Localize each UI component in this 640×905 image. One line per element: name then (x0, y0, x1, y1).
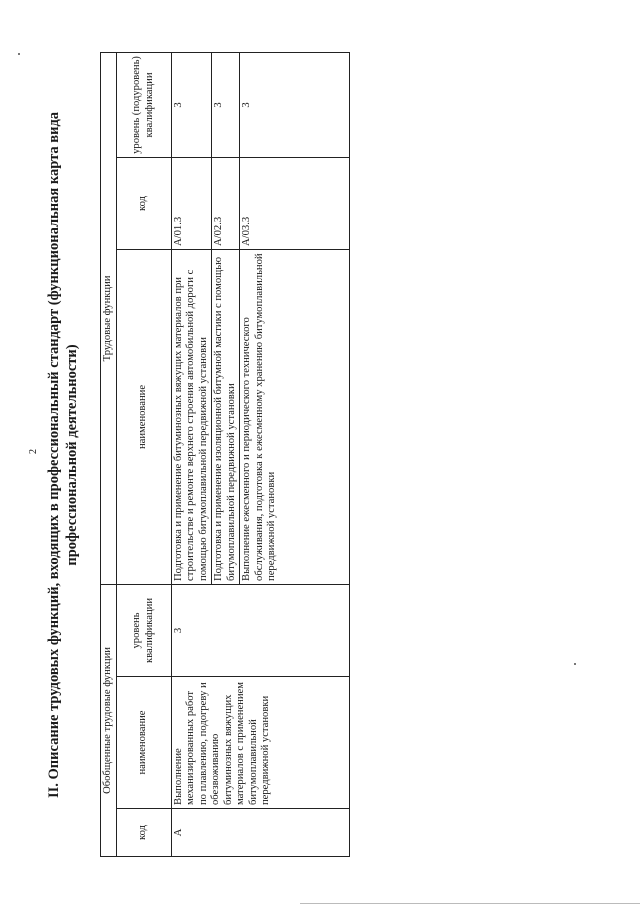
function-code: А/03.3 (240, 157, 350, 249)
function-code: А/01.3 (171, 157, 212, 249)
generalized-level: 3 (171, 584, 350, 676)
scan-speck (574, 663, 576, 665)
header-row-sub (116, 52, 171, 856)
generalized-code: А (171, 809, 350, 857)
header-row-top (101, 52, 117, 856)
function-level: 3 (212, 52, 240, 157)
section-heading (45, 25, 81, 885)
function-level: 3 (171, 52, 212, 157)
header-generalized-functions: Обобщенные трудовые функции (101, 584, 117, 856)
header-function-name: наименование (116, 249, 171, 584)
header-qualification-level: уровень квалификации (116, 584, 171, 676)
generalized-name: Выполнение механизированных работ по плавлению, подогреву и обезвоживанию битуминозных вяжущих материалов с применением битумоплавильной передвижной установки (171, 677, 350, 809)
page-number: 2 (28, 449, 39, 454)
header-code: код (116, 809, 171, 857)
functional-map-table (100, 52, 350, 857)
heading-line-1: II. Описание трудовых функций, входящих в профессиональный стандарт (функциональная карта вида (46, 111, 62, 799)
function-code: А/02.3 (212, 157, 240, 249)
scan-speck (18, 53, 20, 55)
heading-line-2: профессиональной деятельности) (64, 344, 80, 566)
rotated-page-content (45, 25, 345, 885)
header-function-code: код (116, 157, 171, 249)
function-level: 3 (240, 52, 350, 157)
function-name: Выполнение ежесменного и периодического технического обслуживания, подготовка к ежесменному хранению битумоплавильной передвижной установки (240, 249, 350, 584)
function-name: Подготовка и применение изоляционной битумной мастики с помощью битумоплавильной передвижной установки (212, 249, 240, 584)
function-name: Подготовка и применение битуминозных вяжущих материалов при строительстве и ремонте верхнего строения автомобильной дороги с помощью битумоплавильной передвижной установки (171, 249, 212, 584)
header-sublevel: уровень (подуровень) квалификации (116, 52, 171, 157)
scan-edge-line (300, 903, 640, 904)
header-name: наименование (116, 677, 171, 809)
table-row (171, 52, 212, 856)
header-labor-functions: Трудовые функции (101, 52, 117, 584)
